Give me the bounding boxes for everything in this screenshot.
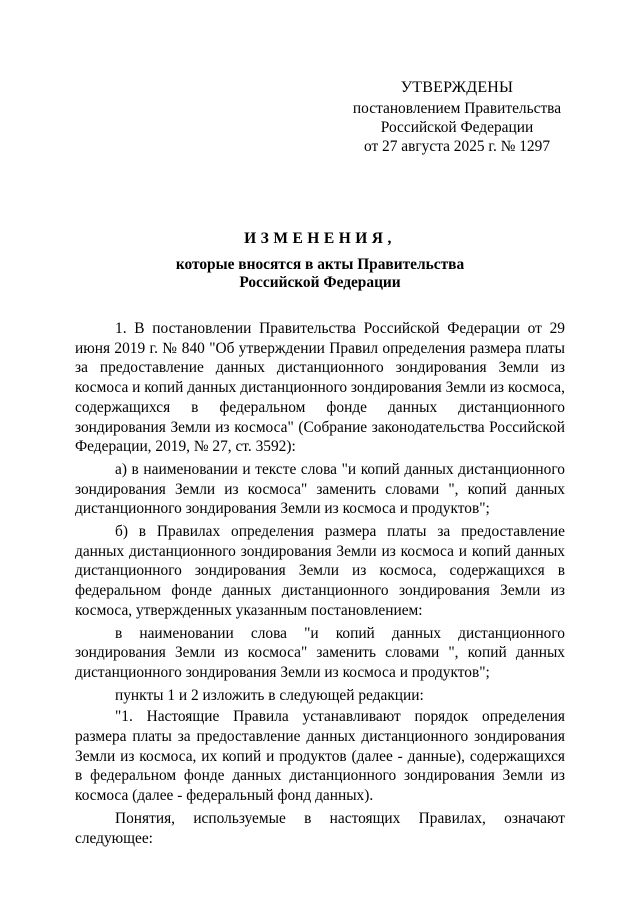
approval-line-1: постановлением Правительства [352, 100, 562, 117]
approval-stamp [352, 78, 562, 156]
approval-line-2: Российской Федерации [380, 119, 534, 136]
approval-heading: УТВЕРЖДЕНЫ [400, 79, 514, 96]
title-subtitle-line-1: которые вносятся в акты Правительства [175, 256, 465, 273]
title-subtitle-line-2: Российской Федерации [239, 274, 401, 291]
document-title [100, 228, 540, 292]
paragraph-4: в наименовании слова "и копий данных дистанционного зондирования Земли из космоса" заменить словами ", копий данных дистанционного зондирования Земли из космоса и продуктов"; [75, 624, 565, 681]
paragraph-5: пункты 1 и 2 изложить в следующей редакции: [115, 686, 424, 704]
title-main: ИЗМЕНЕНИЯ, [244, 230, 396, 247]
paragraph-6: "1. Настоящие Правила устанавливают порядок определения размера платы за предоставление данных дистанционного зондирования Земли из космоса, их копий и продуктов (далее - данные), содержащихся в федеральном фонде данных дистанционного зондирования Земли из космоса (далее - федеральный фонд данных). [75, 708, 565, 805]
paragraph-1: 1. В постановлении Правительства Российской Федерации от 29 июня 2019 г. № 840 "Об утверждении Правил определения размера платы за предоставление данных дистанционного зондирования Земли из космоса и копий данных дистанционного зондирования Земли из космоса, содержащихся в федеральном фонде данных дистанционного зондирования Земли из космоса" (Собрание законодательства Российской Федерации, 2019, № 27, ст. 3592): [75, 320, 565, 456]
document-body [75, 319, 565, 851]
approval-line-3: от 27 августа 2025 г. № 1297 [363, 138, 551, 155]
title-subtitle [100, 256, 540, 292]
paragraph-7: Понятия, используемые в настоящих Правилах, означают следующее: [75, 809, 565, 847]
paragraph-3: б) в Правилах определения размера платы за предоставление данных дистанционного зондирования Земли из космоса и копий данных дистанционного зондирования Земли из космоса, содержащихся в федеральном фонде данных дистанционного зондирования Земли из космоса, утвержденных указанным постановлением: [75, 523, 565, 619]
paragraph-2: а) в наименовании и тексте слова "и копий данных дистанционного зондирования Земли из космоса" заменить словами ", копий данных дистанционного зондирования Земли из космоса и продуктов"; [75, 460, 565, 518]
